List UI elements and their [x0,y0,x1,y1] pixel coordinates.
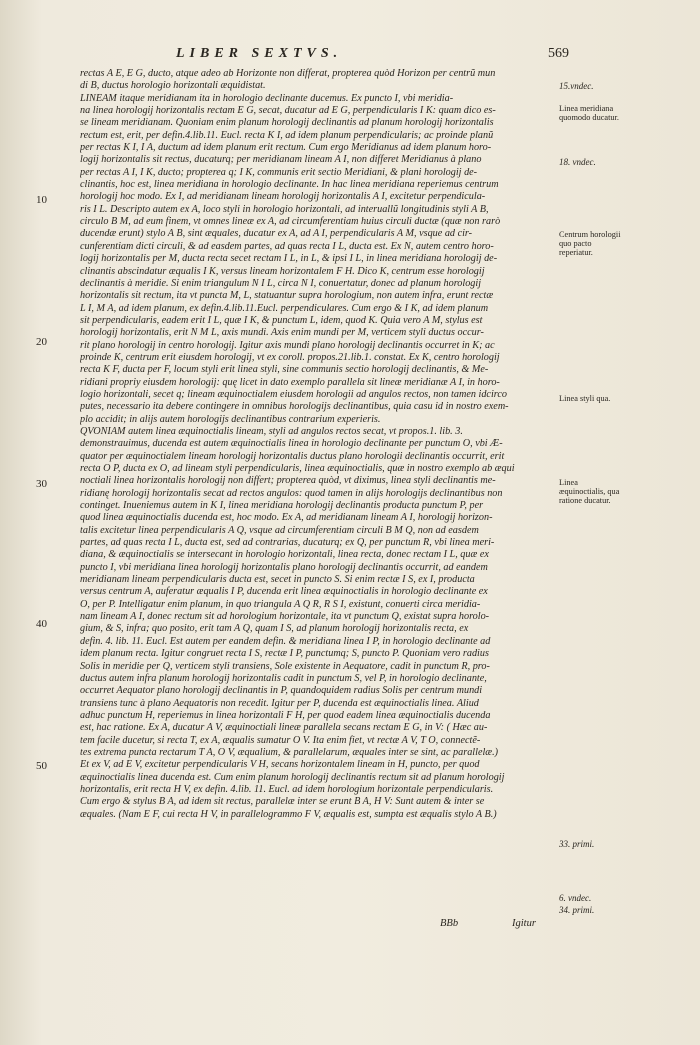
text-line: rit plano horologij in centro horologij. Igitur axis mundi plano horologij declinantis occurret in K; ac [80,339,495,351]
text-line: cunferentiam dicti circuli, & ad easdem partes, ad quas recta I L, ducta est. Ex N, autem centro horo- [80,240,494,252]
running-head: LIBER SEXTVS. [176,46,343,61]
text-line: transiens tunc à plano Aequatoris non recedit. Igitur per P, ducenda est æquinoctialis linea. Aliud [80,697,479,709]
text-line: O, per P. Intelligatur enim planum, in quo triangula A Q R, R S I, existunt, conuerti circa meridia- [80,598,481,610]
text-line: plo accidit; in alijs autem horologijs declinantibus contrarium experieris. [80,413,381,425]
text-line: versus centrum A, auferatur æqualis I P, ducenda erit linea æquinoctialis in horologio declinante ex [80,586,488,598]
text-line: rectas A E, E G, ducto, atque adeo ab Horizonte non differat, propterea quòd Horizon per centrũ mun [80,68,496,79]
text-line: quator per æquinoctialem lineam horologij horizontalis ductus plano horologii declinantis occurrit, erit [80,450,505,462]
text-line: ridiani propriy eiusdem horologij: quę licet in dato exemplo parallela sit lineæ meridianæ A I, in horo- [80,376,500,388]
text-line: proinde K, centrum erit eiusdem horologij, vt ex coroll. propos.21.lib.1. constat. Ex K, centro horologij [80,351,500,363]
text-line: sit perpendicularis, eadem erit I L, quæ I K, & punctum L, idem, quod K. Quia vero A M, stylus est [80,314,483,326]
catchword: Igitur [512,918,536,929]
text-line: rectum est, erit, per defin.4.lib.11. Eucl. recta K I, ad idem planum perpendicularis; ac proinde planũ [80,129,494,141]
text-line: logio horizontali, secet q; lineam æquinoctialem eiusdem horologii ad angulos rectos, non tamen idcirco [80,388,507,400]
text-line: Et ex V, ad E V, excitetur perpendicularis V H, secans horizontalem lineam in H, puncto, per quod [80,759,480,771]
text-line: circulo B M, ad eum finem, vt omnes lineæ ex A, ad circumferentiam huius circuli ductæ (quæ non rarò [80,216,501,228]
text-line: ducendæ erunt) stylo A B, sint æquales, ducatur ex A, ad A I, perpendicularis A M, vsque ad cir- [80,228,473,240]
text-line: Cum ergo & stylus B A, ad idem sit rectus, parallelæ inter se erunt B A, H V: Sunt autem & inter se [80,796,485,808]
text-line: Solis in meridie per Q, verticem styli transiens, Sole existente in Aequatore, cadit in punctum R, pro- [80,660,490,672]
text-line: clinantis abscindatur æqualis I K, versus lineam horizontalem F H. Dico K, centrum esse horologij [80,265,485,277]
text-line: logij horizontalis sit rectus, ducaturq; per meridianam lineam A I, non differet Meridianus à plano [80,154,482,166]
text-line: horizontalis, erit recta H V, ex defin. 4.lib. 11. Eucl. ad idem horologium horizontale perpendicularis. [80,783,494,795]
text-line: se lineam meridianam. Quoniam enim planum horologij declinantis ad planum horologij horizontalis [80,117,494,129]
text-line: continget. Inueniemus autem in K I, linea meridiana horologij declinantis producta punctum P, per [80,500,484,512]
text-line: L I, M A, ad idem planum, ex defin.4.lib.11.Eucl. perpendiculares. Cum ergo & I K, ad idem planum [80,302,489,314]
line-number: 20 [36,336,47,348]
margin-note: 18. vndec. [559,157,596,167]
text-line: per rectas A I, I K, ducto; propterea q; I K, communis erit sectio Meridiani, & plani horologij de- [80,166,478,178]
text-line: talis excitetur linea perpendicularis A Q, vsque ad circumferentiam circuli B M Q, non ad easdem [80,524,479,536]
text-line: partes, ad quas recta I L, ducta est, sed ad contrarias, ducaturq; ex Q, per punctum R, vbi linea meri- [80,537,495,549]
text-line: recta K F, ducta per F, locum styli erit linea styli, sine communis sectio horologij declinantis, & Me- [80,364,489,376]
text-line: tes extrema puncta rectarum T A, O V, æqualium, & parallelarum, æquales inter se sint, ac parallelæ.) [80,746,499,758]
text-line: est, hac ratione. Ex A, ducatur A V, æquinoctiali lineæ parallela secans rectam E G, in V: ( Hæc au- [80,722,488,734]
line-number: 10 [36,194,47,206]
text-line: æquales. (Nam E F, cui recta H V, in parallelogrammo F V, æqualis est, sumpta est æqualis stylo A B.) [80,808,497,820]
margin-note: 33. primi. [559,839,595,849]
text-line: nam lineam A I, donec rectum sit ad horologium horizontale, ita vt punctum Q, existat supra horolo- [80,611,490,623]
text-line: ris I L. Descripto autem ex A, loco styli in horologio horizontali, ad interuallũ longitudinis styli A B, [80,203,489,215]
text-line: LINEAM itaque meridianam ita in horologio declinante ducemus. Ex puncto I, vbi meridia- [80,92,454,104]
text-line: logij horizontalis per M, ducta recta secet rectam I L, in L, & ipsi I L, in linea meridiana horologij de- [80,253,498,265]
line-number: 30 [36,478,47,490]
text-line: QVONIAM autem linea æquinoctialis lineam, styli ad angulos rectos secat, vt propos.1. lib. 3. [80,425,463,437]
text-line: per rectas K I, I A, ductum ad idem planum erit rectum. Cum ergo Meridianus ad idem planum horo- [80,142,492,154]
text-line: occurret Aequator plano horologij declinantis in P, quandoquidem radius Solis per centrum mundi [80,685,483,697]
text-line: ductus autem infra planum horologij horizontalis cadit in punctum S, vel P, in horologio declinante, [80,672,487,684]
line-number: 50 [36,760,47,772]
text-line: clinantis, hoc est, linea meridiana in horologio declinante. In hac linea meridiana reperiemus centrum [80,179,499,191]
page-number: 569 [548,46,569,61]
text-line: na linea horologij horizontalis rectam E G, secat, ducatur ad E G, perpendicularis I K: quam dico es- [80,105,496,117]
text-line: declinantis à meridie. Si enim triangulum N I L, circa N I, conuertatur, donec ad planum horologij [80,277,482,289]
text-line: quod linea æquinoctialis ducenda est, hoc modo. Ex A, ad meridianam lineam A I, horologij horizon- [80,512,493,524]
margin-note: Linea meridiana quomodo ducatur. [559,104,619,123]
text-line: putes, necessario ita debere contingere in omnibus horologijs declinantibus, quia casu id in nostro exem- [80,401,509,413]
signature-mark: BBb [440,918,459,929]
margin-note: Linea styli qua. [559,394,611,403]
text-line: puncto I, vbi meridiana linea horologij horizontalis plano horologij declinantis occurrit, ad eandem [80,561,488,573]
text-line: æquinoctialis linea ducenda est. Cum enim planum horologij declinantis rectum sit ad planum horologij [80,771,505,783]
text-line: gium, & S, infra; quo posito, erit tam A Q, quam I S, ad planum horologij horizontalis recta, ex [80,623,469,635]
margin-note: Linea æquinoctialis, qua ratione ducatur. [559,478,620,506]
text-line: meridianam lineam perpendicularis ducta est, secet in puncto S. Si enim rectæ I S, ex I, producta [80,574,475,586]
text-line: di B, ductus horologio horizontali æquidistat. [80,80,266,92]
text-line: diana, & æquinoctialis se intersecant in horologio horizontali, linea recta, donec rectam I L, quæ ex [80,549,489,561]
text-line: demonstrauimus, ducenda est autem æquinoctialis linea in horologio declinante per punctum O, vbi Æ- [80,438,503,450]
text-line: tem facile ducetur, si recta T, ex A, æqualis sumatur O V. Ita enim fiet, vt rectæ A V, T O, connectẽ- [80,734,481,746]
text-line: idem planum recta. Igitur congruet recta I S, rectæ I P, punctumq; S, puncto P. Quoniam vero radius [80,648,489,660]
text-line: ridianę horologij horizontalis secat ad rectos angulos: quod tamen in alijs horologijs declinantibus non [80,487,503,499]
text-line: horologij hoc modo. Ex I, ad meridianam lineam horologij horizontalis A I, excitetur perpendicula- [80,191,486,203]
margin-note: 6. vndec. [559,893,592,903]
body-text [80,68,550,821]
text-line: recta O P, ducta ex O, ad lineam styli perpendicularis, linea æquinoctialis, quæ in nostro exemplo ab æqui [80,463,515,474]
margin-note: 34. primi. [559,905,595,915]
line-number: 40 [36,618,47,630]
page-header [0,46,700,70]
margin-note: Centrum horologii quo pacto reperiatur. [559,230,621,258]
text-line: noctiali linea horizontalis horologij non differt; propterea quòd, vt diximus, linea styli declinantis me- [80,475,496,487]
text-line: defin. 4. lib. 11. Eucl. Est autem per eandem defin. & meridiana linea I P, in horologio declinante ad [80,635,491,647]
margin-note: 15.vndec. [559,81,594,91]
text-line: horologij horizontalis, erit N M L, axis mundi. Axis enim mundi per M, verticem styli ductus occur- [80,327,484,339]
text-line: adhuc punctum H, reperiemus in linea horizontali F H, per quod eadem linea æquinoctialis ducenda [80,709,491,721]
text-line: horizontalis sit rectum, ita vt puncta M, L, statuantur supra horologium, non autem infra, erunt rectæ [80,290,494,302]
